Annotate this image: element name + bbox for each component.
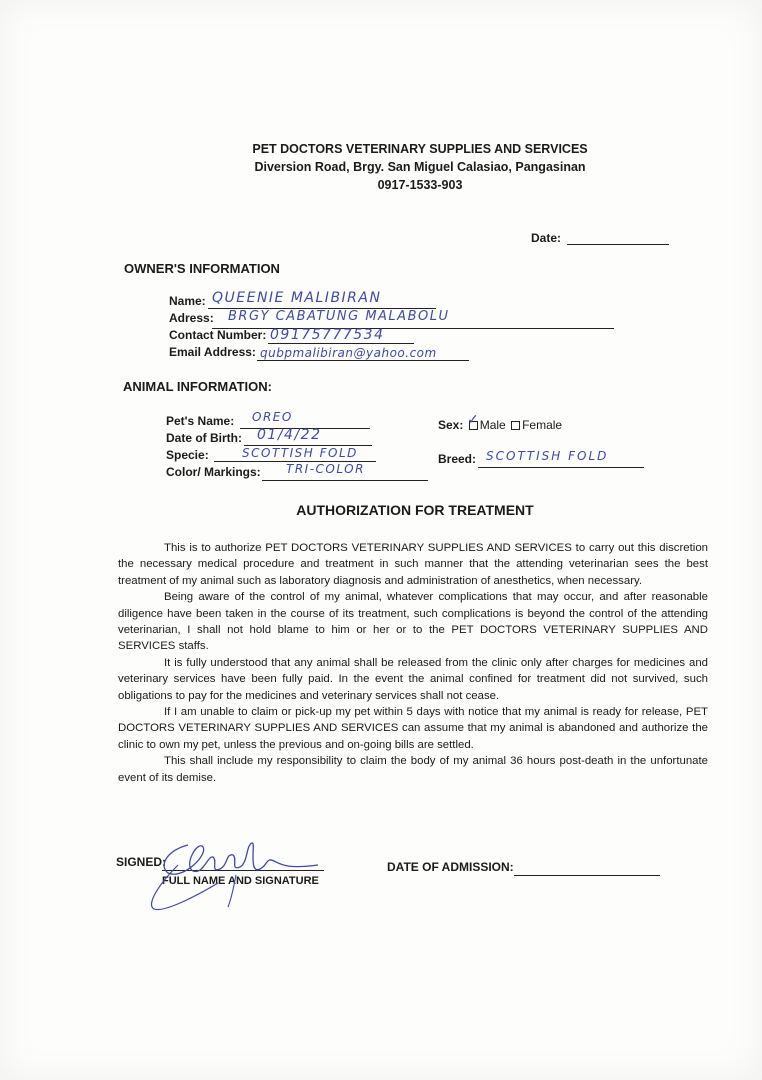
male-option: Male (479, 418, 506, 432)
paragraph-2: Being aware of the control of my animal, whatever complications that may occur, and after reasonable diligence have been taken in the course of its treatment, such complications is beyond the control of the attending veterinarian, I shall not hold blame to him or her or to the PET DOCTORS VETERINARY SUPPLIES AND SERVICES staffs. (118, 591, 708, 653)
dob-value[interactable]: 01/4/22 (257, 427, 322, 443)
specie-value[interactable]: SCOTTISH FOLD (242, 446, 358, 460)
business-name: PET DOCTORS VETERINARY SUPPLIES AND SERVICES (252, 142, 588, 156)
animal-heading: ANIMAL INFORMATION: (123, 379, 272, 394)
owner-address-value[interactable]: BRGY CABATUNG MALABOLU (228, 309, 450, 324)
specie-label: Specie: (166, 448, 209, 462)
breed-value[interactable]: SCOTTISH FOLD (486, 449, 609, 463)
authorization-body (118, 540, 708, 786)
date-field[interactable] (567, 244, 669, 245)
signature-sublabel: FULL NAME AND SIGNATURE (162, 875, 319, 887)
email-value[interactable]: qubpmalibiran@yahoo.com (260, 346, 437, 360)
owner-address-label: Adress: (169, 311, 214, 325)
contact-value[interactable]: 09175777534 (270, 327, 385, 343)
signature-scribble (148, 835, 338, 915)
breed-line (478, 467, 644, 468)
pet-name-label: Pet's Name: (166, 414, 235, 428)
paragraph-4: If I am unable to claim or pick-up my pet within 5 days with notice that my animal is ready for release, PET DOCTORS VETERINARY SUPPLIES AND SERVICES can assume that my animal is abandoned and authorize the clinic to own my pet, unless the previous and on-going bills are settled. (118, 706, 708, 751)
contact-label: Contact Number: (169, 328, 267, 342)
paragraph-3: It is fully understood that any animal shall be released from the clinic only after charges for medicines and veterinary services have been fully paid. In the event the animal confined for treatment did not survived, such obligations to pay for the medicines and veterinary services shall not cease. (118, 656, 708, 702)
female-option: Female (522, 418, 563, 432)
paragraph-5: This shall include my responsibility to claim the body of my animal 36 hours post-death in the unfortunate event of its demise. (118, 755, 708, 784)
owner-heading: OWNER'S INFORMATION (124, 261, 280, 276)
business-phone: 0917-1533-903 (377, 178, 463, 192)
color-value[interactable]: TRI-COLOR (286, 462, 365, 476)
email-line (257, 360, 469, 361)
date-admission-label: DATE OF ADMISSION: (387, 860, 514, 874)
dob-label: Date of Birth: (166, 431, 242, 445)
email-label: Email Address: (169, 345, 256, 359)
date-label: Date: (531, 231, 562, 245)
date-admission-field[interactable] (514, 875, 660, 876)
owner-name-label: Name: (169, 294, 206, 308)
paragraph-1: This is to authorize PET DOCTORS VETERINARY SUPPLIES AND SERVICES to carry out this discretion the necessary medical procedure and treatment in such manner that the attending veterinarian sees the best treatment of my animal such as laboratory diagnosis and administration of anesthetics, when necessary. (118, 542, 708, 587)
contact-line (268, 343, 414, 344)
owner-name-value[interactable]: QUEENIE MALIBIRAN (212, 290, 382, 306)
female-checkbox[interactable] (511, 421, 520, 430)
color-label: Color/ Markings: (166, 465, 261, 479)
authorization-title: AUTHORIZATION FOR TREATMENT (296, 502, 534, 518)
sex-label: Sex: (438, 418, 464, 432)
sex-field (438, 418, 562, 432)
color-line (262, 480, 428, 481)
pet-name-value[interactable]: OREO (252, 410, 293, 424)
male-check-mark: ✓ (467, 411, 479, 427)
breed-label: Breed: (438, 452, 477, 466)
business-address: Diversion Road, Brgy. San Miguel Calasiao, Pangasinan (254, 160, 586, 174)
signed-label: SIGNED: (116, 855, 167, 869)
